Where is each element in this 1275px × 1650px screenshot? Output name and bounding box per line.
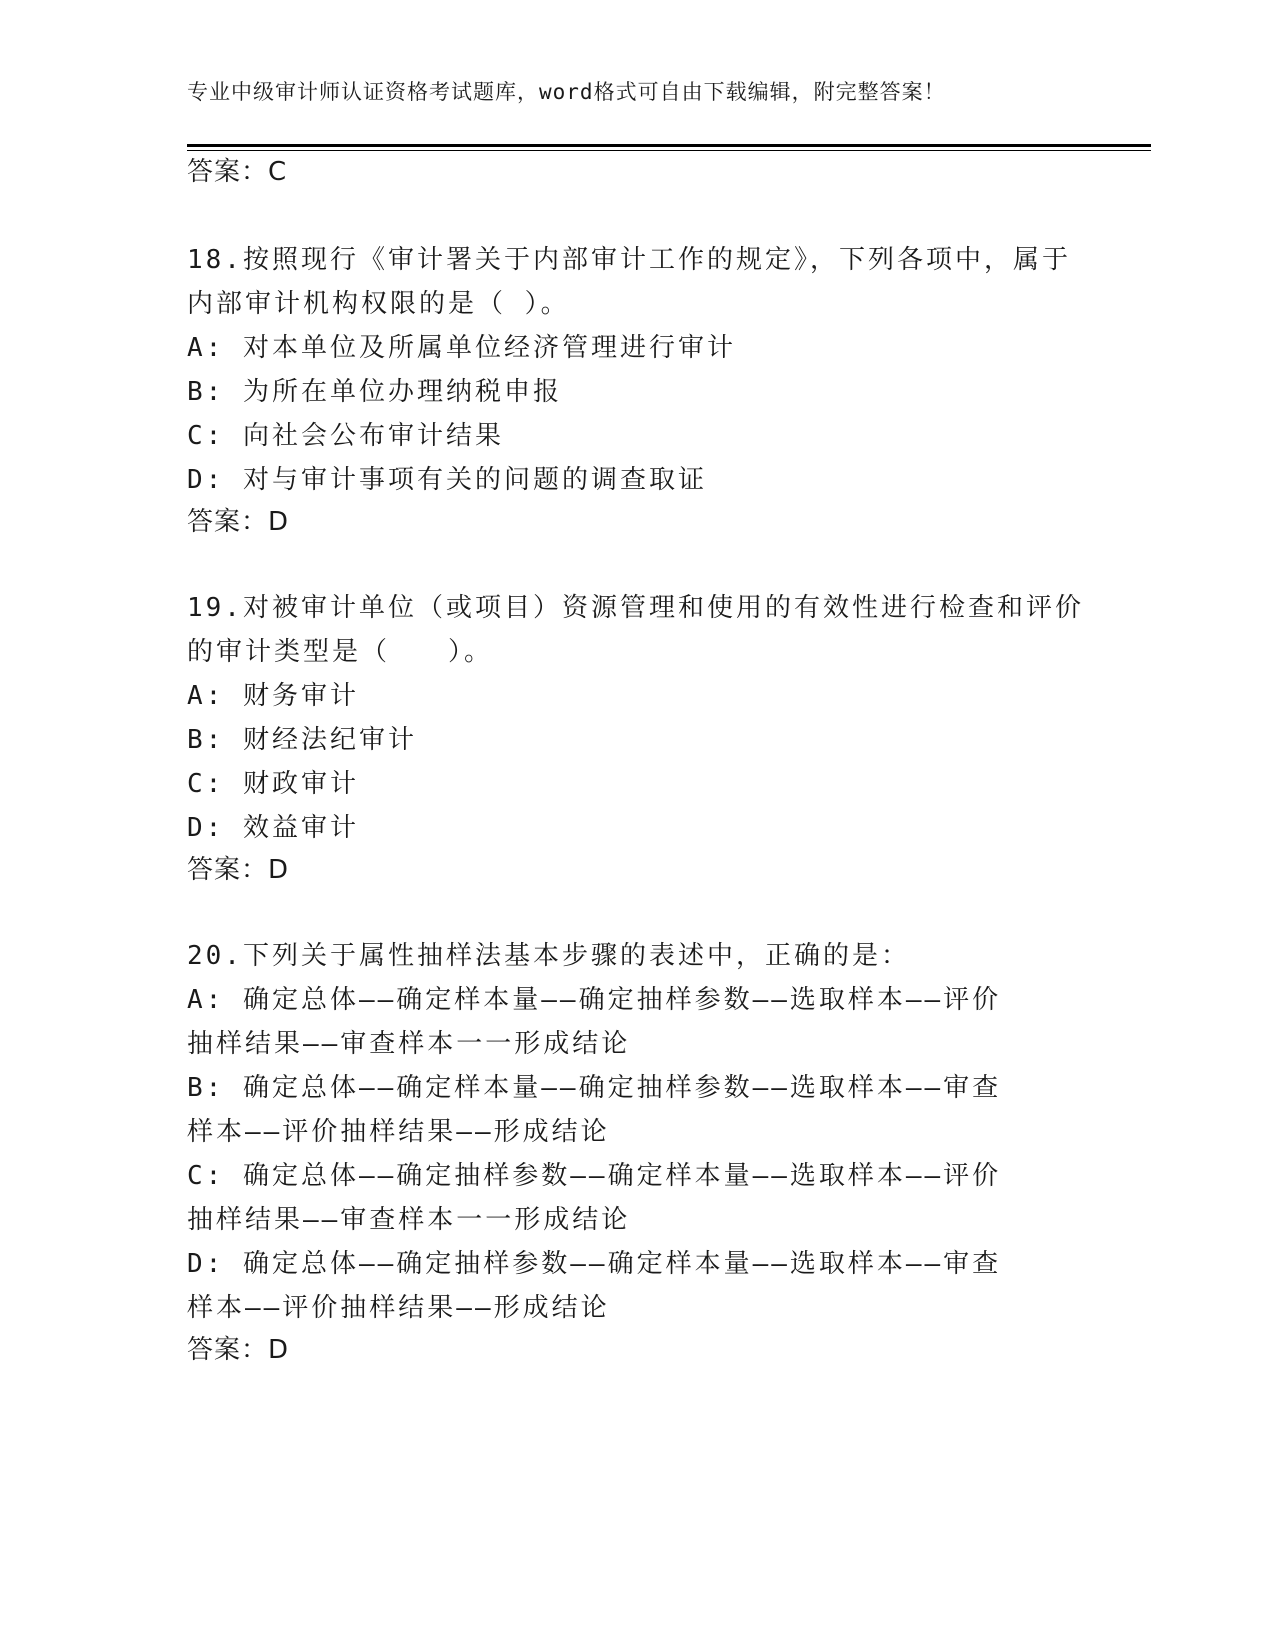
q18-option-a: A: 对本单位及所属单位经济管理进行审计 — [187, 333, 736, 363]
page-header: 专业中级审计师认证资格考试题库，word格式可自由下载编辑，附完整答案！ — [187, 80, 946, 104]
q18-option-b: B: 为所在单位办理纳税申报 — [187, 377, 562, 407]
q20-option-c-line-1: C: 确定总体——确定抽样参数——确定样本量——选取样本——评价 — [187, 1161, 1002, 1191]
q19-answer: 答案：D — [187, 855, 290, 885]
q19-option-c: C: 财政审计 — [187, 769, 359, 799]
q20-option-a-line-2: 抽样结果——审查样本一一形成结论 — [187, 1029, 631, 1059]
q18-stem-line-2: 内部审计机构权限的是（ ）。 — [187, 289, 570, 319]
q19-stem-line-1: 19.对被审计单位（或项目）资源管理和使用的有效性进行检查和评价 — [187, 593, 1084, 623]
q19-option-d: D: 效益审计 — [187, 813, 359, 843]
q19-option-b: B: 财经法纪审计 — [187, 725, 417, 755]
previous-answer: 答案：C — [187, 157, 288, 187]
q20-option-b-line-2: 样本——评价抽样结果——形成结论 — [187, 1117, 610, 1147]
header-rule-thin — [187, 150, 1151, 151]
q18-option-c: C: 向社会公布审计结果 — [187, 421, 504, 451]
q20-stem-line-1: 20.下列关于属性抽样法基本步骤的表述中，正确的是： — [187, 941, 910, 971]
q18-option-d: D: 对与审计事项有关的问题的调查取证 — [187, 465, 707, 495]
q20-option-a-line-1: A: 确定总体——确定样本量——确定抽样参数——选取样本——评价 — [187, 985, 1002, 1015]
q20-option-d-line-1: D: 确定总体——确定抽样参数——确定样本量——选取样本——审查 — [187, 1249, 1002, 1279]
q20-option-c-line-2: 抽样结果——审查样本一一形成结论 — [187, 1205, 631, 1235]
q18-stem-line-1: 18.按照现行《审计署关于内部审计工作的规定》，下列各项中，属于 — [187, 245, 1071, 275]
header-rule-thick — [187, 144, 1151, 147]
q18-answer: 答案：D — [187, 507, 290, 537]
q19-option-a: A: 财务审计 — [187, 681, 359, 711]
q20-option-b-line-1: B: 确定总体——确定样本量——确定抽样参数——选取样本——审查 — [187, 1073, 1002, 1103]
q20-answer: 答案：D — [187, 1335, 290, 1365]
q20-option-d-line-2: 样本——评价抽样结果——形成结论 — [187, 1293, 610, 1323]
q19-stem-line-2: 的审计类型是（ ）。 — [187, 637, 494, 667]
